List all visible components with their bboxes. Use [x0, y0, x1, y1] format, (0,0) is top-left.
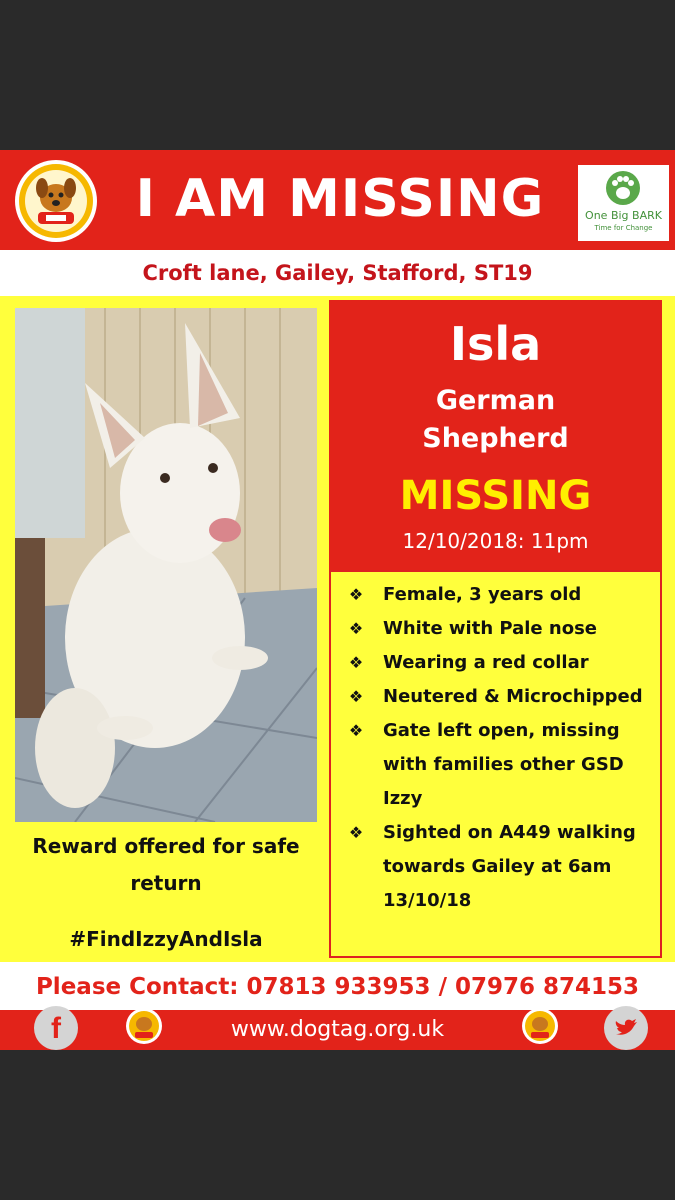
- bullet-icon: ❖: [348, 721, 364, 740]
- missing-dog-poster: [0, 150, 675, 1050]
- one-big-bark-logo: [578, 165, 669, 241]
- brand-name: One Big BARK: [585, 209, 662, 222]
- missing-location: Croft lane, Gailey, Stafford, ST19: [142, 261, 533, 285]
- dog-photo: [15, 308, 317, 822]
- list-item: ❖ White with Pale nose: [341, 612, 656, 646]
- dog-breed: [329, 382, 662, 458]
- website-url: www.dogtag.org.uk: [230, 1017, 445, 1042]
- hashtag: #FindIzzyAndIsla: [69, 927, 263, 951]
- list-item: ❖ Sighted on A449 walking towards Gailey at 6am 13/10/18: [341, 816, 656, 918]
- breed-line-1: German: [435, 385, 556, 416]
- bullet-icon: ❖: [348, 619, 364, 638]
- details-box: [329, 570, 662, 958]
- bullet-icon: ❖: [348, 823, 364, 842]
- list-item: ❖ Female, 3 years old: [341, 578, 656, 612]
- poster-title: I AM MISSING: [135, 169, 545, 229]
- dogtag-logo-icon: [8, 158, 104, 244]
- bullet-icon: ❖: [348, 653, 364, 672]
- poster-footer: [0, 1010, 675, 1050]
- contact-numbers: Please Contact: 07813 933953 / 07976 874153: [35, 974, 640, 1000]
- dog-name: Isla: [449, 317, 542, 371]
- missing-status: MISSING: [399, 473, 592, 519]
- list-item: ❖ Gate left open, missing with families other GSD Izzy: [341, 714, 656, 816]
- contact-bar: [0, 962, 675, 1010]
- brand-tagline: Time for Change: [594, 224, 653, 232]
- poster-header: [0, 150, 675, 250]
- twitter-icon: [604, 1006, 648, 1050]
- breed-line-2: Shepherd: [422, 423, 569, 454]
- reward-offer: Reward offered for safe return: [32, 834, 300, 895]
- address-bar: [0, 250, 675, 296]
- dogtag-mini-logo-icon: [520, 1002, 560, 1046]
- list-item: ❖ Neutered & Microchipped: [341, 680, 656, 714]
- facebook-icon: f: [34, 1006, 78, 1050]
- bullet-icon: ❖: [348, 687, 364, 706]
- paw-print-icon: [578, 165, 669, 209]
- list-item: ❖ Wearing a red collar: [341, 646, 656, 680]
- missing-datetime: 12/10/2018: 11pm: [402, 529, 589, 553]
- bullet-icon: ❖: [348, 585, 364, 604]
- dog-photo-image: [15, 308, 317, 822]
- details-list: [341, 578, 656, 918]
